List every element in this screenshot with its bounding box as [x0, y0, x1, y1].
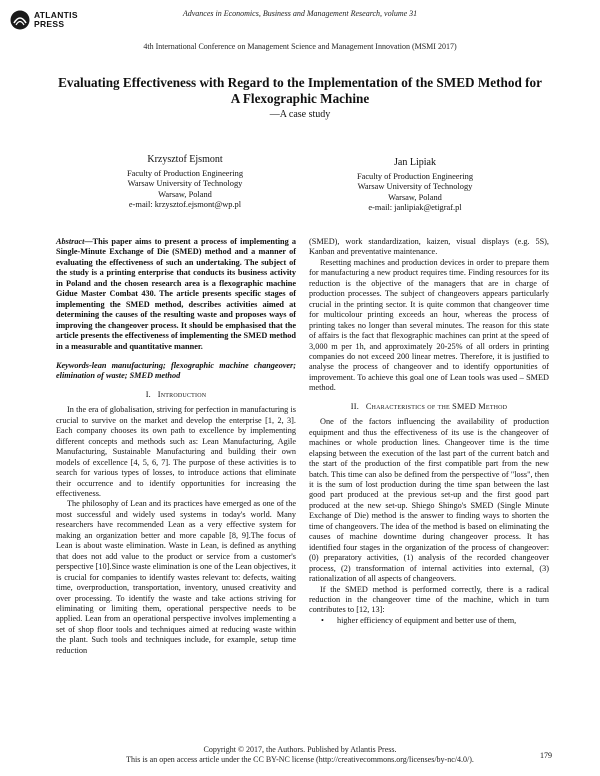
author-university: Warsaw University of Technology: [357, 182, 473, 191]
author-faculty: Faculty of Production Engineering: [126, 168, 244, 178]
license-line[interactable]: This is an open access article under the CC BY-NC license (http://creativecommons.org/licenses/by-nc/4.0/).: [126, 755, 474, 764]
keywords-text: lean manufacturing; flexographic machine changeover; elimination of waste; SMED method: [56, 360, 296, 381]
section-number: I.: [145, 389, 151, 399]
section-title: Characteristics of the SMED Method: [365, 401, 508, 411]
abstract-label: Abstract: [56, 237, 85, 246]
paper-subtitle: —A case study: [269, 109, 331, 120]
author-block-2: [305, 158, 525, 214]
paragraph: One of the factors influencing the availability of production equipment and thus the effectiveness of its use is the changeover of machines or whole production lines. Changeover time is the time elapsing between the execution of the last part of the current batch and the start of the production of the first compatible part from the new batch. This time can also be defined from the perspective of "loss", then it is the sum of lost production during the time span between the last good part produced at the previous set-up and the first good part produced at the new set-up. Shiego Shingo's SMED (Single Minute Exchange of Die) method is the answer to finding ways to shorten the time of changeovers. The idea of the method is based on eliminating the causes of machine downtime during changeover process. It has identified four stages in the organization of the process of changeover: (0) preparatory activities, (1) analysis of the recorded changeover process, (2) transformation of internal activities into external, (3) rationalization of all aspects of changeovers.: [309, 417, 549, 584]
paragraph: The philosophy of Lean and its practices have emerged as one of the most successful and widely used systems in today's world. Many researchers have recommended Lean as a very effective system for making an organization better and more capable [8, 9].The focus of Lean is about waste elimination. Waste in Lean, is defined as anything that does not add value to the product or service from a customer's perspective [10].Since waste elimination is one of the Lean objectives, it is crucial for companies to identify wastes relevant to: defects, waiting time, overproduction, transportation, inventory, unused creativity and over processing. To identify the waste and take actions striving for eliminating or limiting them, operational perspective needs to be applied. Lean from an operational perspective involves implementing a set of shop floor tools and techniques aimed at reducing waste within the plant. Such tools and techniques include, for example, setup time reduction: [56, 499, 296, 655]
section-heading-introduction: [56, 390, 296, 400]
author-faculty: Faculty of Production Engineering: [356, 171, 474, 181]
section-title: Introduction: [157, 389, 207, 399]
author-name: Krzysztof Ejsmont: [147, 154, 223, 165]
author-name: Jan Lipiak: [394, 157, 436, 168]
section-number: II.: [350, 401, 359, 411]
keywords-label: Keywords-: [56, 360, 92, 370]
author-block-1: [75, 155, 295, 211]
paragraph: In the era of globalisation, striving for perfection in manufacturing is crucial to survive on the market and develop the enterprise [1, 2, 3]. Each company chooses its own path to excellence by implementing different concepts and methods such as: Lean Manufacturing, Agile Manufacturing, Sustainable Manufacturing and building their own models of excellence [4, 5, 6, 7]. The purpose of these activities is to search for various types of losses, to introduce actions that eliminate their occurrence and to identify opportunities for increasing the effectiveness.: [56, 405, 296, 498]
paragraph: (SMED), work standardization, kaizen, visual displays (e.g. 5S), Kanban and preventative maintenance.: [309, 237, 549, 257]
bullet-list: [309, 616, 549, 626]
conference-header: 4th International Conference on Management Science and Management Innovation (MSMI 2017): [143, 42, 457, 51]
section-heading-smed: [309, 402, 549, 412]
paper-title: Evaluating Effectiveness with Regard to the Implementation of the SMED Method for A Flexographic Machine: [58, 75, 542, 106]
left-column: [56, 237, 296, 656]
paragraph: Resetting machines and production devices in order to prepare them for manufacturing a new product requires time. Finding resources for its reduction is the objective of the managers that are in charge of production processes. The subject of changeovers appears particularly crucial in the printing sector. It is quite common that changeover time for multicolour printing exceeds an hour, whereas the process of printing takes no longer than several minutes. The reason for this state of affairs is the fact that flexographic machines can print at the speed of 3,000 m per 1h, and approximately 20-25% of all orders in printing companies do not exceed 200 linear metres. Therefore, it is justified to analyse the process of changeover and to identify opportunities of improvement. To achieve this goal one of Lean tools was used – SMED method.: [309, 257, 549, 393]
author-email[interactable]: e-mail: krzysztof.ejsmont@wp.pl: [128, 200, 242, 209]
abstract-text: —This paper aims to present a process of implementing a Single-Minute Exchange of Die (SMED) method and a manner of evaluating the effectiveness of such an undertaking. The subject of the study is a printing enterprise that conducts its business activity in Poland and the chosen research area is a flexographic machine Gidue Master Combat 430. The article presents specific stages of implementing the SMED method, describes activities aimed at determining the causes of the resulting waste and proposes ways of improving the changeover process. It should be emphasised that the article presents the effectiveness of implementing the SMED method in a measurable and quantitative manner.: [56, 237, 296, 351]
list-item: • higher efficiency of equipment and better use of them,: [329, 616, 549, 626]
copyright-line: Copyright © 2017, the Authors. Published by Atlantis Press.: [203, 745, 397, 754]
right-column: [309, 237, 549, 626]
copyright-footer: [0, 745, 600, 765]
abstract: [56, 237, 296, 352]
publisher-name-line1: ATLANTIS: [34, 9, 78, 20]
author-location: Warsaw, Poland: [388, 192, 442, 202]
paragraph: If the SMED method is performed correctly, there is a radical reduction in the changeover time of the machine, which in turn contributes to [12, 13]:: [309, 584, 549, 615]
author-university: Warsaw University of Technology: [127, 179, 243, 188]
author-email[interactable]: e-mail: janlipiak@etigraf.pl: [368, 203, 462, 212]
publisher-name-line2: PRESS: [34, 19, 65, 29]
journal-header: Advances in Economics, Business and Management Research, volume 31: [182, 9, 418, 18]
author-location: Warsaw, Poland: [158, 189, 212, 199]
keywords: [56, 361, 296, 382]
page-number: 179: [540, 751, 552, 760]
